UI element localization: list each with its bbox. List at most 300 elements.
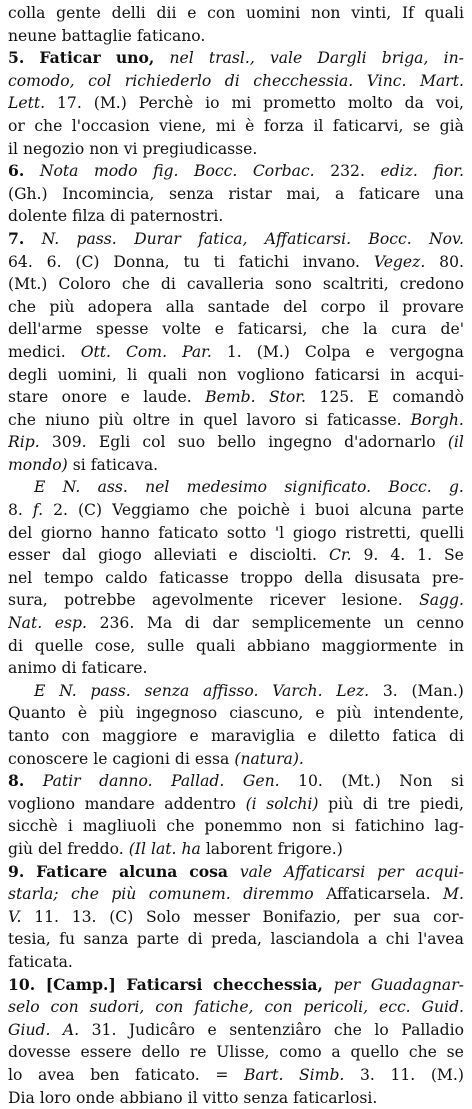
word: lavoro [247,409,296,432]
word: adopera [88,296,153,319]
word: col [88,70,111,93]
text-line [8,205,464,228]
word: provare [402,296,464,319]
word: Vegez. [374,251,425,274]
word: If [402,2,414,25]
word: piedi, [420,793,464,816]
word: quelle [35,635,83,658]
word: invano. [303,251,360,274]
word: ristretti, [345,522,411,545]
word: Veggiamo [112,499,189,522]
word: (C) [109,906,133,929]
word: faticare [359,183,420,206]
word: dello [141,1041,180,1064]
word: 236. [100,612,135,635]
word: cor- [433,906,464,929]
word: Coloro [58,273,111,296]
word: Giud. [8,1019,50,1042]
word: Colpa [305,341,351,364]
word: fatica [392,725,436,748]
word: 2. [53,499,68,522]
word: 6. [8,160,24,183]
text-line [8,861,464,884]
word: il [188,1087,198,1109]
text-line [8,499,464,522]
word: Ulisse, [216,1041,269,1064]
word: lat. [151,838,177,861]
word: checchessia, [213,974,323,997]
word: ciascuno, [229,702,303,725]
word: li [127,364,137,387]
word: richiederlo [125,70,211,93]
word: faticarsi, [238,318,308,341]
word: esp. [55,612,87,635]
word: (Man.) [411,680,463,703]
word: paternostri. [130,205,223,228]
word: viene, [159,115,206,138]
word: = [215,1064,228,1087]
word: dovesse [8,1041,71,1064]
word: acqui- [416,861,464,884]
word: con [62,725,90,748]
word: Bocc. [388,476,431,499]
word: loro [40,1087,71,1109]
word: Bocc. [368,228,411,251]
word: lo [374,1019,388,1042]
word: che [8,409,36,432]
word: non [292,815,321,838]
word: chi [386,928,410,951]
word: avea [38,1064,75,1087]
word: da [405,92,424,115]
word: delli [112,2,146,25]
word: tanto [8,725,49,748]
word: Affaticarsela. [326,883,431,906]
word: cosa [189,861,228,884]
text-line [8,702,464,725]
word: laborent [206,838,273,861]
word: Cr. [329,544,352,567]
word: Nat. [8,612,42,635]
word: che [8,296,36,319]
word: l'occasion [72,115,150,138]
word: si [451,770,464,793]
word: già [440,115,464,138]
word: intendente, [374,702,464,725]
word: hanno [101,522,150,545]
word: con [264,996,292,1019]
word: (M.) [257,341,290,364]
word: non [89,138,118,161]
word: diremmo [243,883,314,906]
word: niuno [45,409,90,432]
word: Gen. [243,770,280,793]
word: di [449,725,464,748]
word: in [390,364,405,387]
word: E [34,680,45,703]
word: di [185,612,200,635]
word: giù [8,838,33,861]
text-line [8,883,464,906]
word: dii [157,2,177,25]
text-line [8,1041,464,1064]
word: pregiudicasse. [143,138,258,161]
word: como [279,1041,321,1064]
word: or [8,115,25,138]
word: (Mt.) [8,273,47,296]
word: più [337,702,362,725]
word: M. [443,883,464,906]
word: nel [145,476,169,499]
word: e [121,386,130,409]
word: vale [240,861,272,884]
word: conoscere [8,748,88,771]
word: solchi) [266,793,318,816]
text-line [8,635,464,658]
word: ricever [270,589,326,612]
word: che [409,1041,437,1064]
word: con [155,996,183,1019]
word: fig. [153,160,178,183]
word: comunem. [149,883,231,906]
word: di [363,793,378,816]
word: 1. [227,341,242,364]
word: checchessia. [253,70,353,93]
word: quel [203,409,237,432]
word: non [197,364,226,387]
word: 64. [8,251,33,274]
text-line [8,409,464,432]
word: (M.) [431,1064,464,1087]
word: faticasse. [327,409,402,432]
word: ecc. [379,996,411,1019]
word: 4. [390,544,405,567]
word: addentro [164,793,236,816]
word: e [190,725,199,748]
word: faticava. [91,454,158,477]
word: giogo [98,544,142,567]
word: che [122,273,150,296]
text-line [8,748,464,771]
word: Non [399,770,432,793]
word: faticasse [159,567,229,590]
word: Faticare [36,861,107,884]
text-line [8,183,464,206]
word: la [363,318,377,341]
word: Bart. [244,1064,283,1087]
text-line [8,25,464,48]
word: 13. [72,906,97,929]
word: 8. [8,770,24,793]
word: maraviglia [211,725,295,748]
word: (C) [75,251,99,274]
word: Ma [147,612,172,635]
word: starla; [8,883,59,906]
word: che [166,815,194,838]
word: fatica, [198,228,247,251]
word: 9. [8,861,24,884]
word: filza [72,205,105,228]
word: N. [63,476,81,499]
word: è [78,702,87,725]
word: sotto [227,522,266,545]
word: alcuna [359,499,411,522]
word: vi [124,138,138,161]
text-line [8,974,464,997]
word: con [207,2,235,25]
word: vogliono [237,364,304,387]
word: fatichino [355,815,425,838]
text-line [8,680,464,703]
word: Affaticarsi [284,861,365,884]
word: Affaticarsi. [265,228,351,251]
text-line [8,657,464,680]
text-line [8,318,464,341]
word: negozio [23,138,84,161]
text-line [8,838,464,861]
word: di [62,657,77,680]
word: maggiormente [322,635,437,658]
word: Nov. [429,228,464,251]
word: ti [214,251,225,274]
word: essere [80,1041,131,1064]
word: parte [137,928,179,951]
word: trasl., [209,47,255,70]
word: sicchè [8,815,58,838]
word: acqui- [416,364,464,387]
word: dolente [8,205,67,228]
word: 3. [383,680,398,703]
word: Solo [146,906,180,929]
word: che [200,499,228,522]
text-line [8,770,464,793]
word: in [179,409,194,432]
word: più [99,409,124,432]
word: nel [8,567,32,590]
word: Corbac. [253,160,315,183]
text-line [8,476,464,499]
word: diletto [329,725,380,748]
word: per [354,906,381,929]
word: che [71,883,99,906]
text-line [8,2,464,25]
word: una [435,183,464,206]
word: E [34,476,45,499]
word: forza [264,115,304,138]
word: colla [8,2,45,25]
word: Simb. [299,1064,344,1087]
text-line [8,1019,464,1042]
word: un [384,612,404,635]
word: 6. [47,251,62,274]
word: se [447,1041,464,1064]
word: cura [391,318,427,341]
word: 9. [364,544,379,567]
word: e [315,702,324,725]
word: onore [62,386,108,409]
word: Perchè [139,92,193,115]
word: cavalleria [187,273,264,296]
word: spesse [96,318,148,341]
word: 17. [57,92,82,115]
word: il [313,115,323,138]
word: senza [243,1087,288,1109]
word: Incomincia, [62,183,154,206]
word: nel [169,47,193,70]
word: alla [166,296,195,319]
word: quali [148,364,187,387]
word: affisso. [203,680,258,703]
word: con [50,996,78,1019]
word: ingegno [268,431,332,454]
word: della [304,567,342,590]
word: (Mt.) [341,770,380,793]
word: del [38,838,62,861]
word: senza [169,183,214,206]
text-line [8,273,464,296]
word: io [205,92,219,115]
word: animo [8,657,57,680]
word: di [161,273,176,296]
word: mai, [286,183,320,206]
word: e [307,725,316,748]
text-line [8,138,464,161]
word: ristar [228,183,271,206]
word: Dargli [317,47,366,70]
text-line [8,454,464,477]
word: che [321,318,349,341]
word: Donna, [113,251,169,274]
word: faticarsi [315,364,380,387]
word: abbiano [247,635,310,658]
word: non [311,2,340,25]
word: lag- [434,815,464,838]
word: di [225,70,240,93]
word: messer [193,906,250,929]
word: prometto [263,92,336,115]
word: ingegnoso [136,702,217,725]
word: tre [387,793,410,816]
word: esser [8,544,50,567]
word: 8. [8,499,23,522]
word: faticato [158,522,218,545]
word: i [68,815,73,838]
word: più [111,883,136,906]
word: bello [217,431,256,454]
word: 11. [390,1064,415,1087]
word: significato. [284,476,371,499]
word: Lett. [8,92,45,115]
word: buoi [315,499,349,522]
word: uomini [246,2,300,25]
word: col [142,431,165,454]
word: [Camp.] [46,974,116,997]
word: battaglie [62,25,132,48]
word: Ott. [81,341,111,364]
word: pass. [77,228,117,251]
text-line [8,386,464,409]
word: (Gh.) [8,183,48,206]
word: g. [449,476,464,499]
word: di [110,205,125,228]
word: se [413,115,430,138]
word: lo [8,1064,22,1087]
word: Patir [43,770,81,793]
word: preda, [211,928,262,951]
word: del [8,522,32,545]
word: il [8,138,18,161]
word: 80. [439,251,464,274]
word: in- [444,47,464,70]
word: selo [8,996,40,1019]
word: suo [178,431,205,454]
word: caldo [105,567,147,590]
word: corpo [321,296,366,319]
text-line [8,47,464,70]
word: tu [183,251,199,274]
word: (natura). [234,748,304,771]
word: V. [8,906,22,929]
word: giogo [293,522,337,545]
word: sua [393,906,420,929]
word: voi, [436,92,464,115]
word: vergogna [390,341,464,364]
word: quali [196,635,235,658]
word: maggiore [102,725,177,748]
word: credono [400,273,464,296]
word: ediz. [380,160,417,183]
word: poichè [238,499,290,522]
word: sura, [8,589,48,612]
word: lasciandola [270,928,359,951]
word: alcuna [119,861,177,884]
word: 'l [275,522,284,545]
word: a [335,183,344,206]
word: il [379,296,389,319]
word: 309. [52,431,87,454]
word: sentenziâro [229,1019,321,1042]
word: mondo) [8,454,68,477]
word: 5. [8,47,24,70]
word: e [366,341,375,364]
text-line [8,928,464,951]
word: fu [59,928,75,951]
word: Borgh. [411,409,464,432]
word: le [93,748,107,771]
word: si [73,454,86,477]
word: Mart. [420,70,464,93]
word: Stor. [269,386,306,409]
word: Palladio [401,1019,464,1042]
text-line [8,725,464,748]
word: 31. [92,1019,117,1042]
word: vinti, [351,2,391,25]
word: briga, [382,47,429,70]
word: faticata. [8,951,73,974]
word: (Il [129,838,146,861]
word: uno, [116,47,155,70]
word: 7. [8,228,24,251]
word: potrebbe [64,589,136,612]
word: de' [440,318,464,341]
word: cenno [417,612,464,635]
word: Faticar [39,47,100,70]
word: ponemmo [205,815,283,838]
word: Dia [8,1087,35,1109]
word: più [328,793,353,816]
text-line [8,567,464,590]
word: sulle [147,635,184,658]
